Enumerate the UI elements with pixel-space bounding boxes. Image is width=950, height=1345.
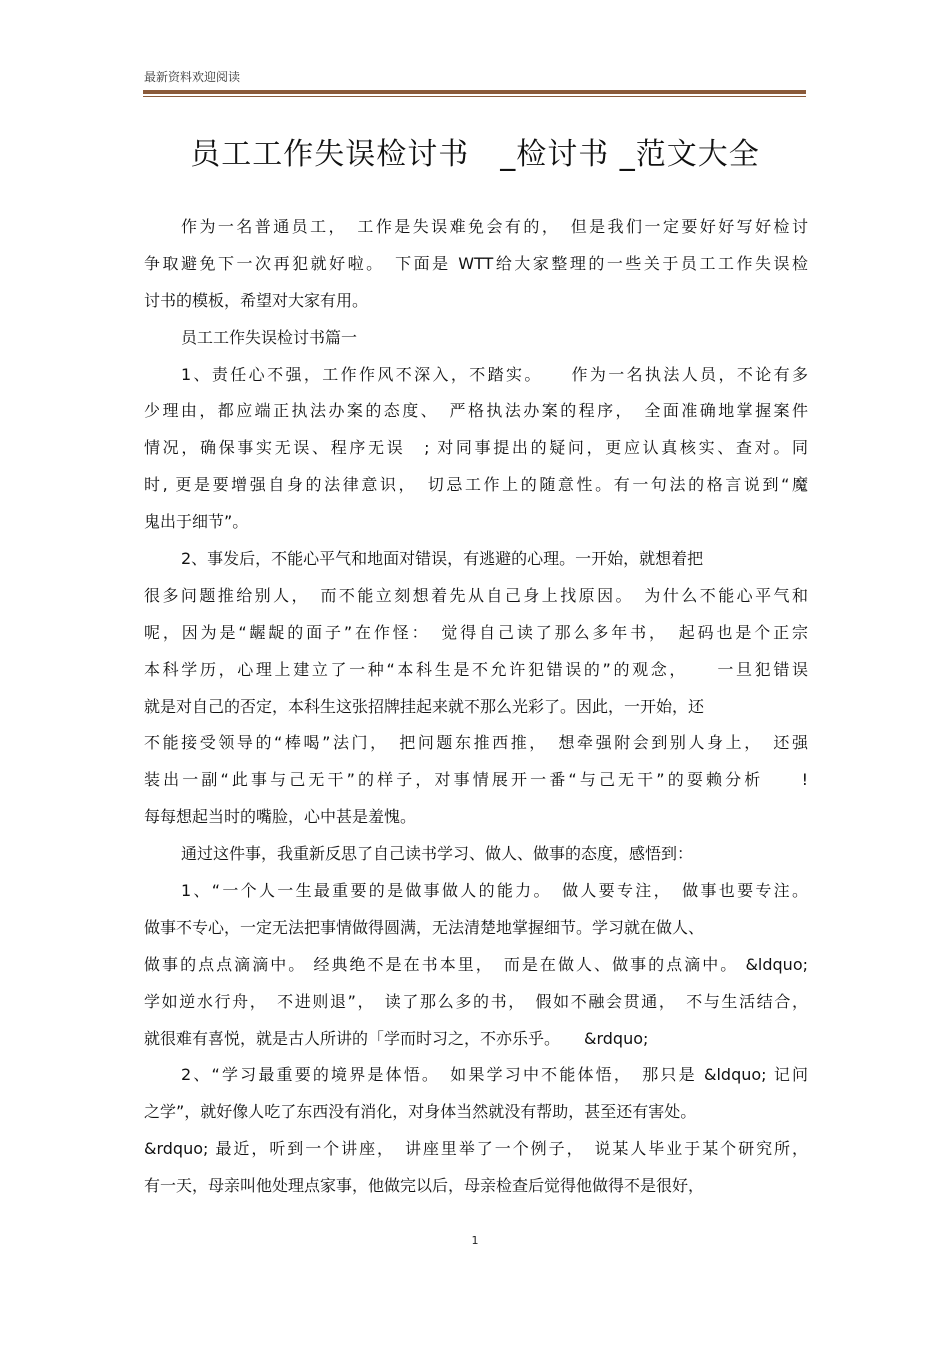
text-line: 鬼出于细节”。	[144, 512, 249, 532]
text-line: 做事不专心，一定无法把事情做得圆满，无法清楚地掌握细节。学习就在做人、	[144, 917, 705, 937]
text-line: 每每想起当时的嘴脸，心中甚是羞愧。	[144, 807, 417, 827]
text-line: &rdquo; 最近，听到一个讲座， 讲座里举了一个例子， 说某人毕业于某个研究所，	[144, 1139, 808, 1159]
document-body	[144, 209, 808, 1205]
text-line: 讨书的模板，希望对大家有用。	[144, 290, 369, 310]
text-line: 争取避免下一次再犯就好啦。 下面是 WTT给大家整理的一些关于员工工作失误检	[144, 253, 808, 273]
text-line: 1、“一个人一生最重要的是做事做人的能力。 做人要专注， 做事也要专注。	[181, 881, 808, 901]
text-line: 情况，确保事实无误、程序无误 ; 对同事提出的疑问，更应认真核实、查对。同	[144, 438, 808, 458]
text-line: 装出一副“此事与己无干”的样子，对事情展开一番“与己无干”的耍赖分析 !	[144, 770, 808, 790]
document-title: 员工工作失误检讨书 _检讨书 _范文大全	[190, 137, 760, 172]
text-line: 2、“学习最重要的境界是体悟。 如果学习中不能体悟， 那只是 &ldquo; 记问	[181, 1065, 808, 1085]
text-line: 时, 更是要增强自身的法律意识， 切忌工作上的随意性。有一句法的格言说到“魔	[144, 475, 808, 495]
text-line: 做事的点点滴滴中。 经典绝不是在书本里， 而是在做人、做事的点滴中。 &ldquo;	[144, 954, 808, 974]
text-line: 学如逆水行舟， 不进则退”， 读了那么多的书， 假如不融会贯通， 不与生活结合，	[144, 991, 808, 1011]
header-rule-thick	[143, 90, 806, 94]
text-line: 通过这件事，我重新反思了自己读书学习、做人、做事的态度，感悟到：	[181, 844, 694, 864]
header-rule-thin	[143, 96, 806, 97]
text-line: 就很难有喜悦，就是古人所讲的「学而时习之，不亦乐乎。 &rdquo;	[144, 1028, 649, 1048]
text-line: 2、事发后，不能心平气和地面对错误，有逃避的心理。一开始，就想着把	[181, 549, 704, 569]
text-line: 员工工作失误检讨书篇一	[181, 327, 358, 347]
text-line: 本科学历，心理上建立了一种“本科生是不允许犯错误的”的观念， 一旦犯错误	[144, 659, 808, 679]
text-line: 少理由，都应端正执法办案的态度、 严格执法办案的程序， 全面准确地掌握案件	[144, 401, 808, 421]
text-line: 不能接受领导的“棒喝”法门， 把问题东推西推， 想牵强附会到别人身上， 还强	[144, 733, 808, 753]
text-line: 很多问题推给别人， 而不能立刻想着先从自己身上找原因。 为什么不能心平气和	[144, 585, 808, 605]
text-line: 作为一名普通员工， 工作是失误难免会有的， 但是我们一定要好好写好检讨	[181, 217, 808, 236]
page-number: 1	[471, 1234, 479, 1247]
text-line: 有一天，母亲叫他处理点家事，他做完以后，母亲检查后觉得他做得不是很好，	[144, 1176, 705, 1196]
text-line: 之学”，就好像人吃了东西没有消化，对身体当然就没有帮助，甚至还有害处。	[144, 1102, 697, 1122]
running-header: 最新资料欢迎阅读	[144, 70, 241, 84]
text-line: 呢，因为是“龌龊的面子”在作怪： 觉得自己读了那么多年书， 起码也是个正宗	[144, 622, 808, 642]
text-line: 1、责任心不强，工作作风不深入，不踏实。 作为一名执法人员，不论有多	[181, 364, 808, 384]
text-line: 就是对自己的否定，本科生这张招牌挂起来就不那么光彩了。因此，一开始，还	[144, 696, 705, 716]
